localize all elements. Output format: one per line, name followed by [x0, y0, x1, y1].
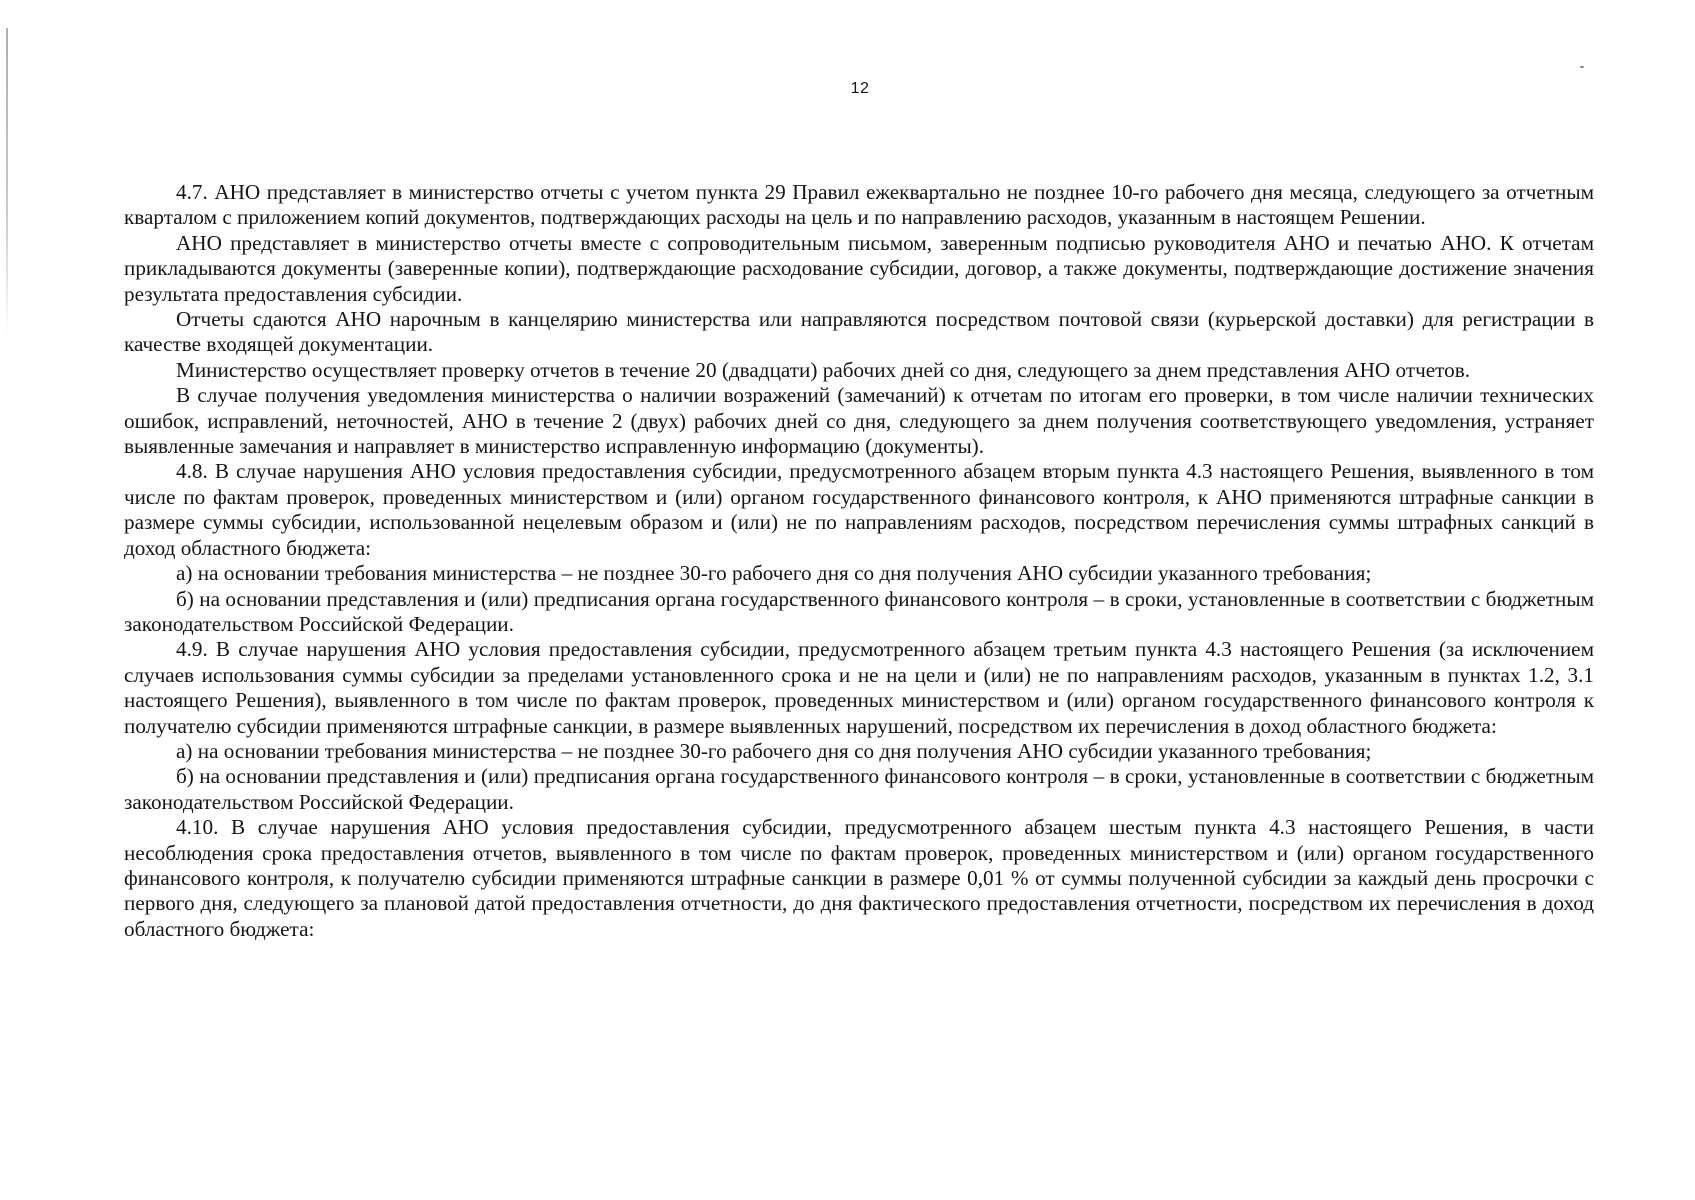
paragraph-4-10: 4.10. В случае нарушения АНО условия предоставления субсидии, предусмотренного абзацем шестым пункта 4.3 настоящего Решения, в части несоблюдения срока предоставления отчетов, выявленного в том числе по фактам проверок, проведенных министерством и (или) органом государственного финансового контроля, к получателю субсидии применяются штрафные санкции в размере 0,01 % от суммы полученной субсидии за каждый день просрочки с первого дня, следующего за плановой датой предоставления отчетности, до дня фактического предоставления отчетности, посредством их перечисления в доход областного бюджета: [124, 815, 1594, 941]
scan-edge-mark [6, 28, 8, 338]
paragraph-reports-check: Министерство осуществляет проверку отчетов в течение 20 (двадцати) рабочих дней со дня, следующего за днем представления АНО отчетов. [176, 357, 1471, 382]
document-body [124, 180, 1594, 942]
paragraph-remarks: В случае получения уведомления министерства о наличии возражений (замечаний) к отчетам по итогам его проверки, в том числе наличии технических ошибок, исправлений, неточностей, АНО в течение 2 (двух) рабочих дней со дня, следующего за днем получения соответствующего уведомления, устраняет выявленные замечания и направляет в министерство исправленную информацию (документы). [124, 383, 1594, 459]
scan-speck [1580, 66, 1584, 68]
paragraph-reports-submission: АНО представляет в министерство отчеты вместе с сопроводительным письмом, заверенным подписью руководителя АНО и печатью АНО. К отчетам прикладываются документы (заверенные копии), подтверждающие расходование субсидии, договор, а также документы, подтверждающие достижение значения результата предоставления субсидии. [124, 230, 1594, 306]
page-number: 12 [850, 80, 870, 97]
paragraph-4-9-a: а) на основании требования министерства – не позднее 30-го рабочего дня со дня получения АНО субсидии указанного требования; [176, 738, 1372, 763]
paragraph-4-9: 4.9. В случае нарушения АНО условия предоставления субсидии, предусмотренного абзацем третьим пункта 4.3 настоящего Решения (за исключением случаев использования суммы субсидии за пределами установленного срока и не на цели и (или) не по направлениям расходов, указанным в пунктах 1.2, 3.1 настоящего Решения), выявленного в том числе по фактам проверок, проведенных министерством и (или) органом государственного финансового контроля к получателю субсидии применяются штрафные санкции, в размере выявленных нарушений, посредством их перечисления в доход областного бюджета: [124, 637, 1594, 738]
paragraph-4-9-b: б) на основании представления и (или) предписания органа государственного финансового контроля – в сроки, установленные в соответствии с бюджетным законодательством Российской Федерации. [124, 764, 1594, 814]
paragraph-4-8-a: а) на основании требования министерства – не позднее 30-го рабочего дня со дня получения АНО субсидии указанного требования; [176, 561, 1372, 586]
paragraph-4-8: 4.8. В случае нарушения АНО условия предоставления субсидии, предусмотренного абзацем вторым пункта 4.3 настоящего Решения, выявленного в том числе по фактам проверок, проведенных министерством и (или) органом государственного финансового контроля, к АНО применяются штрафные санкции в размере суммы субсидии, использованной нецелевым образом и (или) не по направлениям расходов, посредством перечисления суммы штрафных санкций в доход областного бюджета: [124, 459, 1594, 560]
paragraph-reports-delivery: Отчеты сдаются АНО нарочным в канцелярию министерства или направляются посредством почтовой связи (курьерской доставки) для регистрации в качестве входящей документации. [124, 307, 1594, 357]
paragraph-4-7: 4.7. АНО представляет в министерство отчеты с учетом пункта 29 Правил ежеквартально не позднее 10-го рабочего дня месяца, следующего за отчетным кварталом с приложением копий документов, подтверждающих расходы на цель и по направлению расходов, указанным в настоящем Решении. [124, 180, 1594, 230]
paragraph-4-8-b: б) на основании представления и (или) предписания органа государственного финансового контроля – в сроки, установленные в соответствии с бюджетным законодательством Российской Федерации. [124, 586, 1594, 636]
